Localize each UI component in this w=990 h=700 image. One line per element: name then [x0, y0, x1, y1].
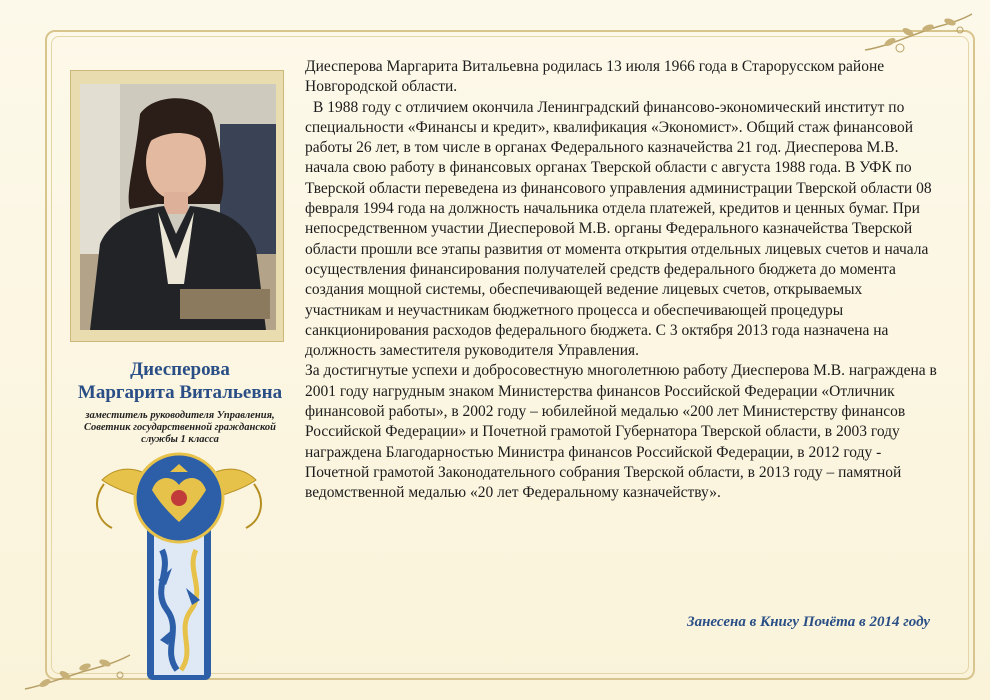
bio-paragraph: За достигнутые успехи и добросовестную многолетнюю работу Диесперова М.В. награждена в 2001 году нагрудным знаком Министерства финансов Российской Федерации «Отличник финансовой работы», в 2002 году – юбилейной медалью «200 лет Министерству финансов Российской Федерации» и Почетной грамотой Губернатора Тверской области, в 2003 году награждена Благодарностью Министра финансов Российской Федерации, в 2012 году - Почетной грамотой Законодательного собрания Тверской области, в 2013 году – памятной ведомственной медалью «20 лет Федеральному казначейству». — [305, 362, 937, 502]
bio-paragraph: В 1988 году с отличием окончила Ленинградский финансово-экономический институт по специальности «Финансы и кредит», квалификация «Экономист». Общий стаж финансовой работы 26 лет, в том числе в органах Федерального казначейства 21 год. Диесперова М.В. начала свою работу в финансовых органах Тверской области с августа 1988 года. В УФК по Тверской области переведена из финансового управления администрации Тверской области 08 февраля 1994 года на должность начальника отдела платежей, кредитов и ценных бумаг. При непосредственном участии Диесперовой М.В. органы Федерального казначейства Тверской области прошли все этапы развития от момента открытия отдельных лицевых счетов и начала осуществления финансирования получателей средств федерального бюджета до момента создания мощной системы, обеспечивающей ведение лицевых счетов, открываемых участникам и неучастникам бюджетного процесса и обеспечивающей процедуры санкционирования расходов федерального бюджета. С 3 октября 2013 года назначена на должность заместителя руководителя Управления. — [305, 98, 932, 360]
person-position — [60, 410, 300, 446]
biography-text — [305, 57, 937, 504]
position-line: службы 1 класса — [141, 434, 219, 445]
vine-ornament-icon — [860, 8, 975, 58]
honor-book-note: Занесена в Книгу Почёта в 2014 году — [686, 614, 930, 630]
treasury-emblem-icon — [92, 450, 266, 685]
portrait-photo — [80, 84, 276, 330]
position-line: заместитель руководителя Управления, — [85, 410, 275, 421]
position-line: Советник государственной гражданской — [83, 422, 276, 433]
person-given-names: Маргарита Витальевна — [77, 382, 283, 403]
person-name — [60, 358, 300, 404]
person-surname: Диесперова — [130, 359, 230, 380]
bio-paragraph: Диесперова Маргарита Витальевна родилась 13 июля 1966 года в Старорусском районе Новгородской области. — [305, 58, 885, 96]
